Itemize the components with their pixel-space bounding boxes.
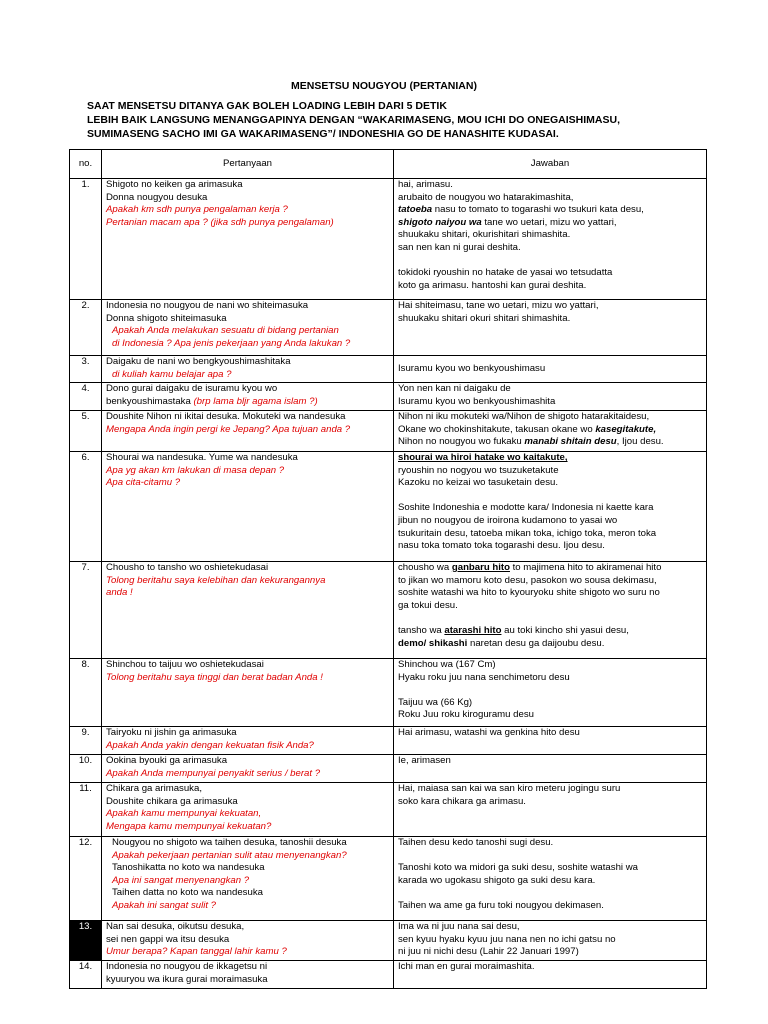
answer-line [398,625,702,638]
answer-text: chousho wa [398,562,452,573]
answer-line: ga tokui desu. [398,599,458,611]
answer-emphasis: tatoeba [398,204,433,216]
answer-line: san nen kan ni gurai deshita. [398,241,521,253]
question-cell [102,783,394,837]
answer-cell [394,300,707,356]
answer-text: Nihon no nougyou wo fukaku [398,436,525,448]
answer-line [398,562,702,575]
answer-cell [394,755,707,783]
interview-table [69,149,707,989]
question-line: Doushite chikara ga arimasuka [106,795,238,807]
question-translation: Apakah Anda melakukan sesuatu di bidang pertanian [112,325,339,337]
question-cell [102,356,394,383]
question-cell [102,961,394,989]
question-translation: Apa cita-citamu ? [106,477,181,489]
question-text: benkyoushimastaka [106,395,191,407]
question-translation: anda ! [106,587,133,599]
answer-line: to jikan wo mamoru koto desu, pasokon wo sousa dekimasu, [398,574,657,586]
question-cell [102,562,394,659]
row-number: 9. [70,727,102,755]
question-translation: Umur berapa? Kapan tanggal lahir kamu ? [106,946,287,958]
answer-line: shuukaku shitari, okurishitari shimashita. [398,229,571,241]
question-line: Daigaku de nani wo bengkyoushimashitaka [106,356,291,367]
answer-line: Roku Juu roku kiroguramu desu [398,709,534,721]
answer-line: hai, arimasu. [398,179,453,190]
question-cell [102,921,394,961]
answer-line [398,204,702,217]
table-row [70,961,707,989]
answer-line: tokidoki ryoushin no hatake de yasai wo tetsudatta [398,267,613,279]
table-row [70,727,707,755]
question-line: sei nen gappi wa itsu desuka [106,933,230,945]
answer-emphasis: atarashi hito [444,624,502,636]
answer-line: Taihen wa ame ga furu toki nougyou dekimasen. [398,899,604,911]
row-number: 8. [70,659,102,727]
answer-line: Hai arimasu, watashi wa genkina hito desu [398,727,580,738]
answer-line: ni juu ni nichi desu (Lahir 22 Januari 1997) [398,946,579,958]
answer-emphasis: shourai wa hiroi hatake wo kaitakute, [398,452,568,463]
question-translation: Mengapa kamu mempunyai kekuatan? [106,820,272,832]
answer-line: soshite watashi wa hito to kyouryoku shite shigoto wo suru no [398,587,660,599]
question-translation: Apakah km sdh punya pengalaman kerja ? [106,204,288,216]
answer-line: shuukaku shitari okuri shitari shimashita. [398,312,571,324]
question-line: kyuuryou wa ikura gurai moraimasuka [106,973,268,985]
question-translation: Apakah ini sangat sulit ? [112,899,216,911]
answer-line: Isuramu kyou wo benkyoushimasu [398,362,546,374]
table-row [70,755,707,783]
answer-emphasis: ganbaru hito [451,562,510,573]
table-row [70,179,707,300]
question-translation: (brp lama bljr agama islam ?) [190,395,318,407]
intro-line: SAAT MENSETSU DITANYA GAK BOLEH LOADING LEBIH DARI 5 DETIK [87,100,447,112]
spacer [398,612,702,625]
intro-instructions [87,99,727,141]
row-number: 13. [70,921,102,961]
question-cell [102,837,394,921]
question-line: Shourai wa nandesuka. Yume wa nandesuka [106,452,298,463]
question-translation: di Indonesia ? Apa jenis pekerjaan yang Anda lakukan ? [112,337,351,349]
answer-emphasis: kasegitakute, [595,423,657,435]
table-row [70,383,707,411]
answer-cell [394,659,707,727]
question-line: Shinchou to taijuu wo oshietekudasai [106,659,264,670]
answer-line [398,638,702,651]
answer-line: Isuramu kyou wo benkyoushimashita [398,395,556,407]
question-line: Chikara ga arimasuka, [106,783,202,794]
answer-line: arubaito de nougyou wo hatarakimashita, [398,191,574,203]
answer-cell [394,356,707,383]
question-cell [102,383,394,411]
question-translation: Apakah pekerjaan pertanian sulit atau menyenangkan? [112,849,347,861]
spacer [398,490,702,503]
table-row [70,659,707,727]
question-line: Shigoto no keiken ga arimasuka [106,179,243,190]
question-line: Donna nougyou desuka [106,191,208,203]
answer-cell [394,179,707,300]
answer-cell [394,783,707,837]
spacer [398,684,702,697]
table-row [70,921,707,961]
answer-cell [394,961,707,989]
answer-line: Taihen desu kedo tanoshi sugi desu. [398,837,554,848]
answer-text: au toki kincho shi yasui desu, [501,624,629,636]
answer-line: jibun no nougyou de iroirona kudamono to yasai wo [398,514,618,526]
row-number: 10. [70,755,102,783]
question-translation: di kuliah kamu belajar apa ? [112,368,232,380]
row-number: 12. [70,837,102,921]
question-translation: Apa yg akan km lakukan di masa depan ? [106,464,285,476]
answer-line [398,217,702,230]
question-line: Nougyou no shigoto wa taihen desuka, tanoshii desuka [112,837,347,848]
intro-line: LEBIH BAIK LANGSUNG MENANGGAPINYA DENGAN “WAKARIMASENG, MOU ICHI DO ONEGAISHIMASU, [87,114,620,126]
question-cell [102,411,394,452]
answer-line: Ichi man en gurai moraimashita. [398,961,535,972]
answer-line: Taijuu wa (66 Kg) [398,696,473,708]
question-translation: Pertanian macam apa ? (jika sdh punya pengalaman) [106,216,334,228]
question-translation: Apakah Anda mempunyai penyakit serius / berat ? [106,767,321,779]
row-number: 2. [70,300,102,356]
answer-cell [394,837,707,921]
question-translation: Apakah Anda yakin dengan kekuatan fisik Anda? [106,739,314,751]
answer-cell [394,727,707,755]
question-translation: Apakah kamu mempunyai kekuatan, [106,808,262,820]
table-row [70,452,707,562]
table-row [70,783,707,837]
table-row [70,411,707,452]
question-translation: Apa ini sangat menyenangkan ? [112,874,250,886]
header-question: Pertanyaan [102,150,394,179]
answer-line: ryoushin no nogyou wo tsuzuketakute [398,464,559,476]
question-line: Nan sai desuka, oikutsu desuka, [106,921,245,932]
table-row [70,356,707,383]
row-number: 1. [70,179,102,300]
answer-text: Okane wo chokinshitakute, takusan okane wo [398,423,596,435]
answer-line: Ima wa ni juu nana sai desu, [398,921,520,932]
question-translation: Tolong beritahu saya kelebihan dan kekurangannya [106,574,326,586]
row-number: 4. [70,383,102,411]
header-answer: Jawaban [394,150,707,179]
row-number: 7. [70,562,102,659]
question-line: Indonesia no nougyou de nani wo shiteimasuka [106,300,309,311]
answer-line: Soshite Indoneshia e modotte kara/ Indonesia ni kaette kara [398,502,654,514]
table-row [70,562,707,659]
row-number: 11. [70,783,102,837]
answer-line: sen kyuu hyaku kyuu juu nana nen no ichi gatsu no [398,933,616,945]
answer-cell [394,383,707,411]
question-cell [102,452,394,562]
table-header-row [70,150,707,179]
answer-cell [394,921,707,961]
answer-line: Hyaku roku juu nana senchimetoru desu [398,671,570,683]
question-cell [102,179,394,300]
header-no: no. [70,150,102,179]
table-row [70,300,707,356]
answer-emphasis: demo/ shikashi [398,637,468,649]
spacer [398,255,702,268]
answer-line: Shinchou wa (167 Cm) [398,659,496,670]
question-cell [102,659,394,727]
answer-text: , Ijou desu. [616,436,664,448]
answer-cell [394,452,707,562]
answer-line: Hai, maiasa san kai wa san kiro meteru jogingu suru [398,783,621,794]
spacer [398,850,702,863]
row-number: 6. [70,452,102,562]
answer-line [398,436,702,449]
answer-line [398,424,702,437]
answer-line: Yon nen kan ni daigaku de [398,383,511,394]
question-translation: Mengapa Anda ingin pergi ke Jepang? Apa tujuan anda ? [106,423,351,435]
answer-text: to majimena hito to akiramenai hito [509,562,662,573]
answer-line: Hai shiteimasu, tane wo uetari, mizu wo yattari, [398,300,599,311]
question-line: Tanoshikatta no koto wa nandesuka [112,862,265,874]
question-line: Tairyoku ni jishin ga arimasuka [106,727,237,738]
table-row [70,837,707,921]
answer-emphasis: shigoto naiyou wa [398,216,482,228]
answer-text: tansho wa [398,624,445,636]
spacer [398,887,702,900]
question-line: Indonesia no nougyou de ikkagetsu ni [106,961,268,972]
question-line: Chousho to tansho wo oshietekudasai [106,562,269,573]
question-line: Doushite Nihon ni ikitai desuka. Mokuteki wa nandesuka [106,411,346,422]
answer-cell [394,562,707,659]
answer-line: tsukuritain desu, tatoeba mikan toka, ichigo toka, meron toka [398,527,657,539]
question-line [106,396,389,409]
document-title: MENSETSU NOUGYOU (PERTANIAN) [291,80,477,92]
row-number: 5. [70,411,102,452]
question-cell [102,727,394,755]
question-cell [102,300,394,356]
answer-text: naretan desu ga daijoubu desu. [467,637,605,649]
answer-cell [394,411,707,452]
intro-line: SUMIMASENG SACHO IMI GA WAKARIMASENG”/ INDONESHIA GO DE HANASHITE KUDASAI. [87,128,559,140]
question-line: Ookina byouki ga arimasuka [106,755,228,766]
question-line: Donna shigoto shiteimasuka [106,312,227,324]
answer-emphasis: manabi shitain desu [524,436,617,448]
answer-line: koto ga arimasu. hantoshi kan gurai deshita. [398,279,587,291]
row-number: 14. [70,961,102,989]
answer-line: soko kara chikara ga arimasu. [398,795,526,807]
row-number: 3. [70,356,102,383]
answer-line: Kazoku no keizai wo tasuketain desu. [398,477,558,489]
question-line: Dono gurai daigaku de isuramu kyou wo [106,383,278,394]
question-line: Taihen datta no koto wa nandesuka [112,887,263,899]
answer-text: nasu to tomato to togarashi wo tsukuri kata desu, [432,204,644,216]
question-translation: Tolong beritahu saya tinggi dan berat badan Anda ! [106,671,323,683]
answer-line: Nihon ni iku mokuteki wa/Nihon de shigoto hatarakitaidesu, [398,411,650,422]
answer-line: karada wo ugokasu shigoto ga suki desu kara. [398,874,596,886]
question-cell [102,755,394,783]
answer-text: tane wo uetari, mizu wo yattari, [481,216,617,228]
answer-line: Ie, arimasen [398,755,451,766]
answer-line: nasu toka tomato toka togarashi desu. Ijou desu. [398,540,605,552]
answer-line: Tanoshi koto wa midori ga suki desu, soshite watashi wa [398,862,638,874]
